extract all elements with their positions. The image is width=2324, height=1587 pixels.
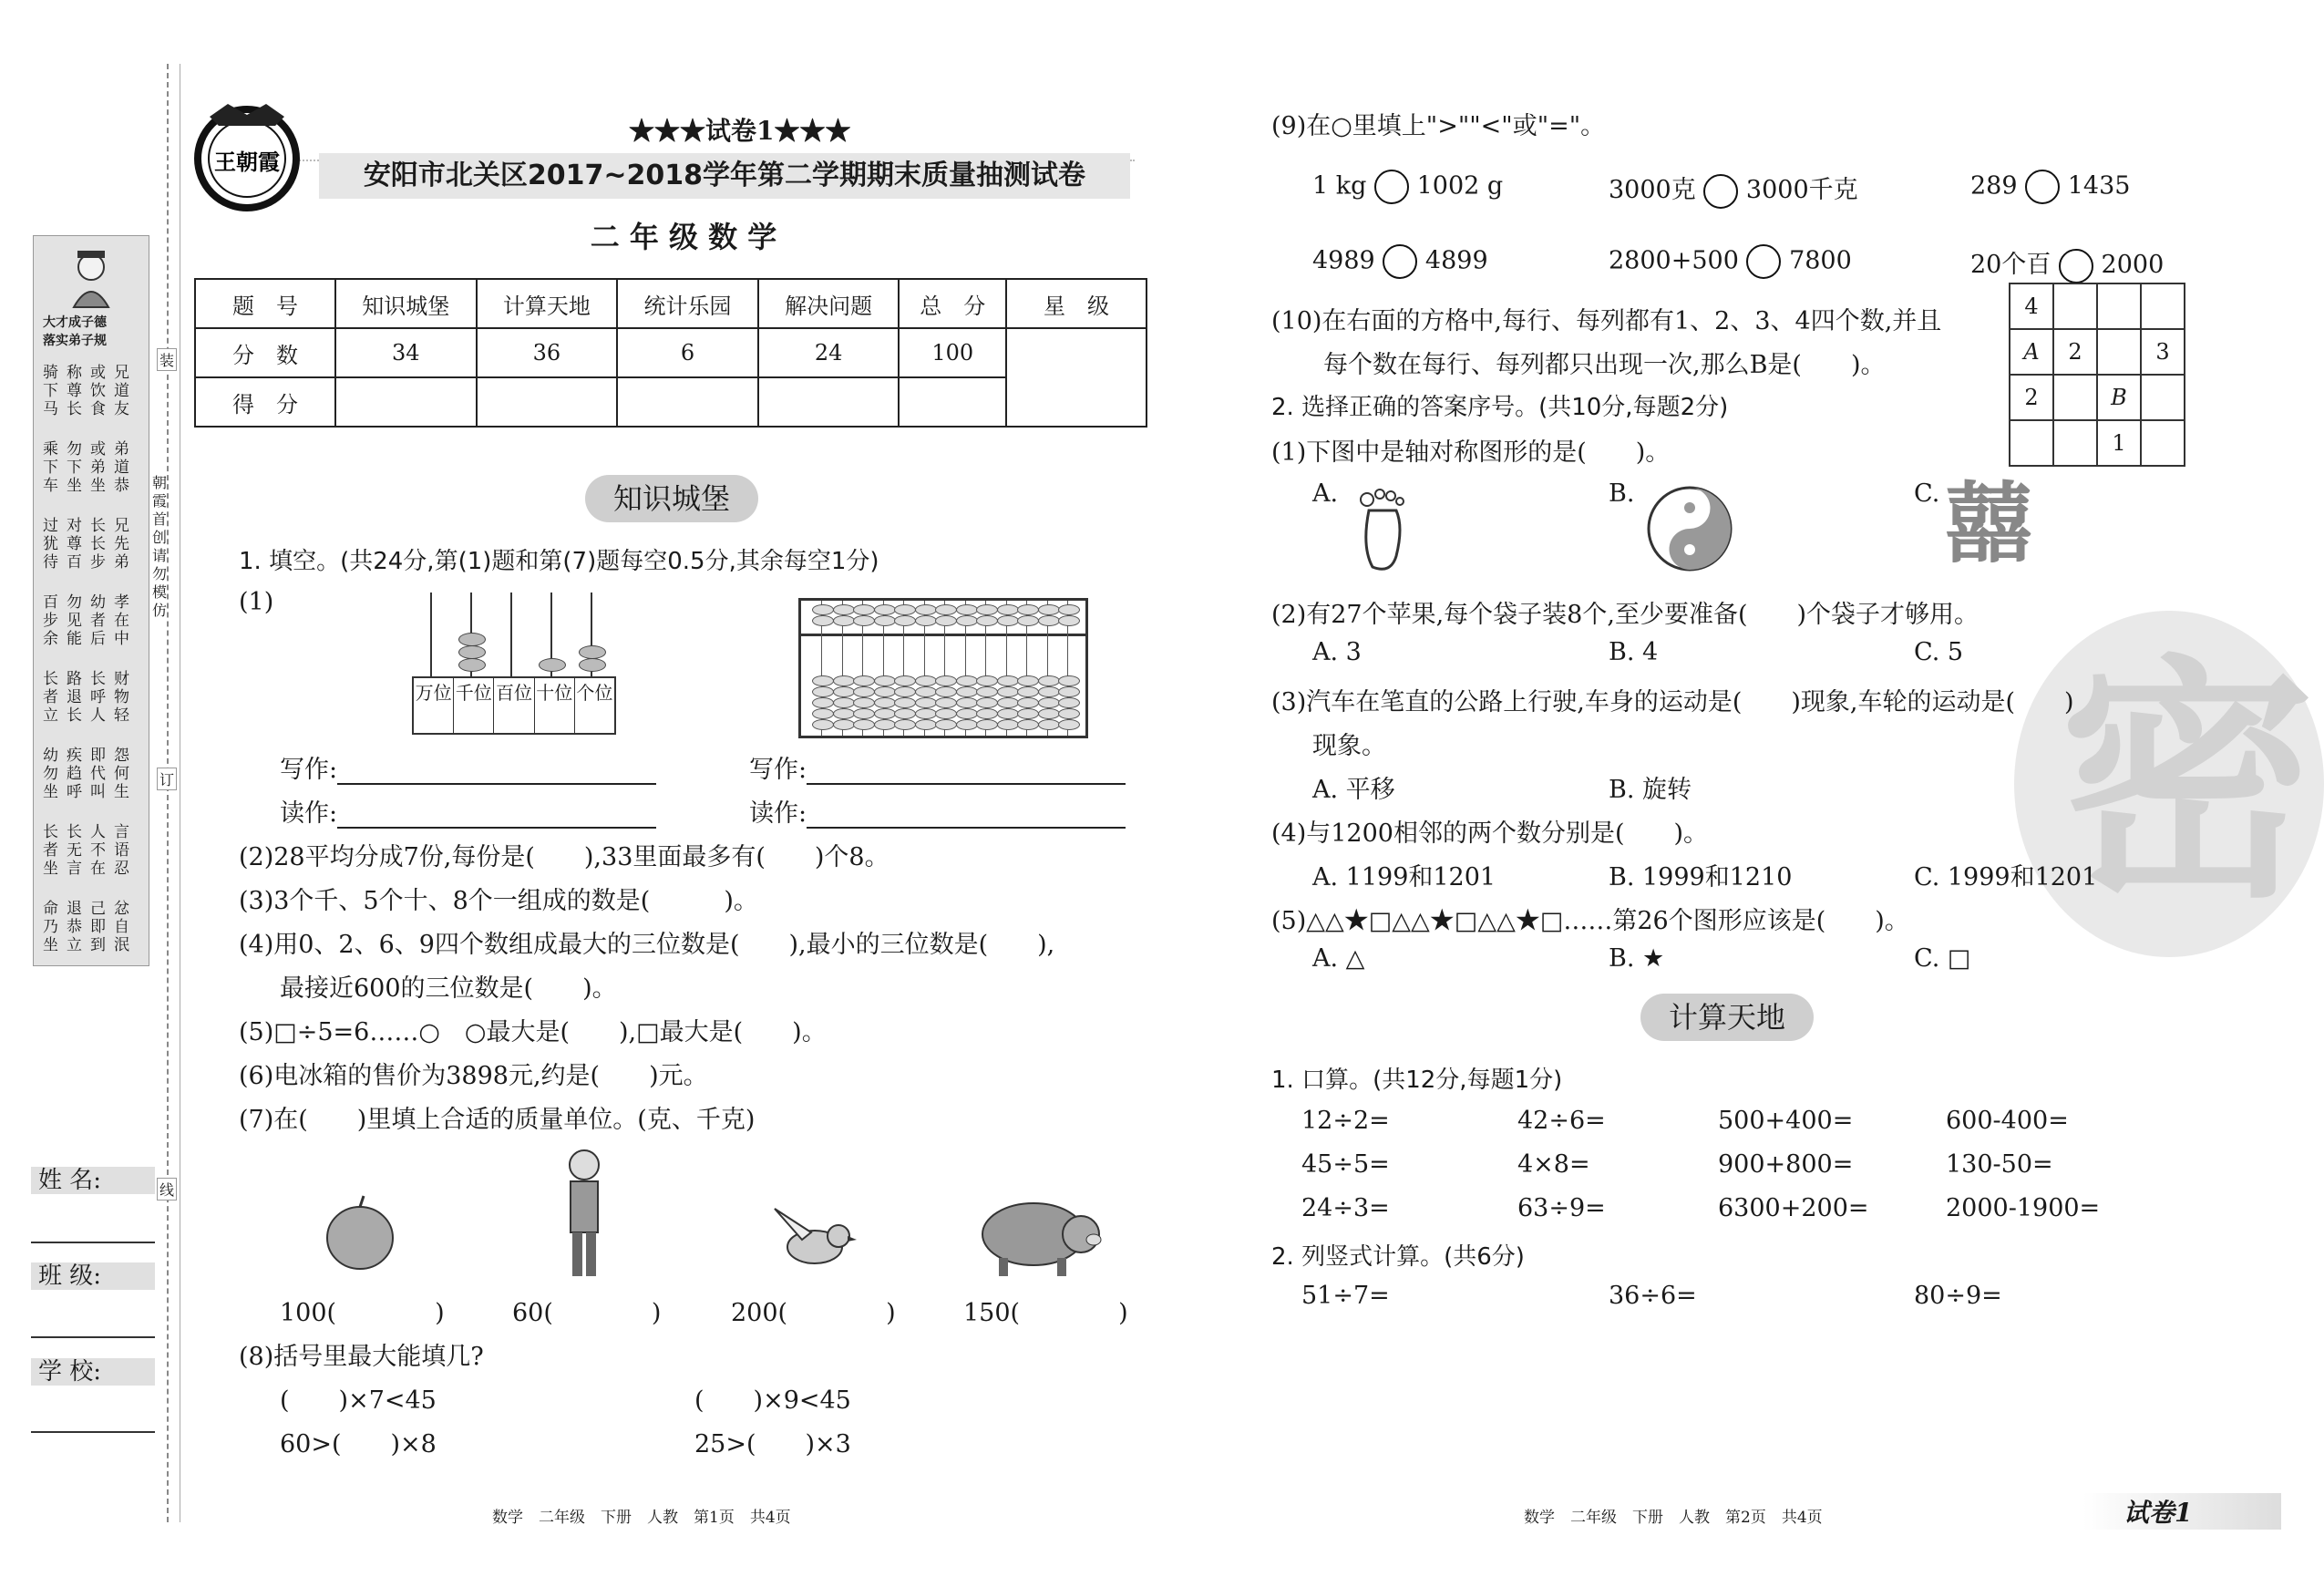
upper-bead <box>956 615 978 626</box>
q2-1: (1)下图中是轴对称图形的是( )。 <box>1271 438 1671 467</box>
q1-5: (5)□÷5=6……○ ○最大是( ),□最大是( )。 <box>239 1018 827 1046</box>
lower-bead <box>853 686 875 697</box>
q1-8-item-2: ( )×9<45 <box>694 1386 851 1415</box>
upper-bead <box>1058 615 1080 626</box>
q1-8-item-1: ( )×7<45 <box>280 1386 437 1415</box>
upper-bead <box>874 615 896 626</box>
lower-bead <box>833 719 855 730</box>
write-label-1: 写作: <box>280 749 656 785</box>
score-cell[interactable] <box>617 377 758 427</box>
lower-bead <box>894 719 916 730</box>
q1-6: (6)电冰箱的售价为3898元,约是( )元。 <box>239 1062 708 1090</box>
calc-item: 500+400= <box>1718 1107 1854 1135</box>
lower-bead <box>1058 675 1080 686</box>
lower-bead <box>894 708 916 719</box>
lower-bead <box>997 708 1019 719</box>
lower-bead <box>833 697 855 708</box>
lower-bead <box>915 697 937 708</box>
poem-column: 弟道恭 <box>114 440 129 495</box>
right-footer: 数学 二年级 下册 人教 第2页 共4页 <box>1524 1509 1823 1527</box>
poem-column: 疾趋呼 <box>67 747 82 801</box>
poem-column: 怨何生 <box>114 747 129 801</box>
header-cell: 题 号 <box>195 279 335 328</box>
upper-bead <box>935 604 957 615</box>
q1-2: (2)28平均分成7份,每份是( ),33里面最多有( )个8。 <box>239 843 889 871</box>
grid-cell <box>2097 283 2141 329</box>
upper-bead <box>997 604 1019 615</box>
poem-column: 过犹待 <box>43 517 58 572</box>
upper-bead <box>894 615 916 626</box>
upper-bead <box>1038 615 1060 626</box>
counting-abacus <box>412 593 612 734</box>
lower-bead <box>935 719 957 730</box>
compare-item: 289 1435 <box>1970 170 2130 204</box>
points-cell: 24 <box>758 328 900 377</box>
lower-bead <box>915 708 937 719</box>
lower-bead <box>956 697 978 708</box>
q1-8-item-3: 60>( )×8 <box>280 1430 437 1458</box>
poem-column: 勿下坐 <box>67 440 82 495</box>
score-cell[interactable] <box>335 377 477 427</box>
lower-bead <box>812 708 834 719</box>
q1-7: (7)在( )里填上合适的质量单位。(克、千克) <box>239 1106 756 1134</box>
poem-column: 勿见能 <box>67 593 82 648</box>
watermark-char: 密 <box>2060 635 2315 933</box>
lower-bead <box>853 697 875 708</box>
calc1-title: 1. 口算。(共12分,每题1分) <box>1271 1067 1563 1094</box>
poem-column: 或饮食 <box>90 364 106 418</box>
lower-bead <box>997 719 1019 730</box>
score-cell[interactable] <box>477 377 618 427</box>
lower-bead <box>935 686 957 697</box>
lower-bead <box>956 719 978 730</box>
motto-line-2: 落实弟子规 <box>43 334 107 348</box>
calc-item: 63÷9= <box>1517 1194 1606 1222</box>
upper-bead <box>874 604 896 615</box>
lower-bead <box>874 697 896 708</box>
calc-item: 6300+200= <box>1718 1194 1869 1222</box>
poem-column: 长者立 <box>43 670 58 725</box>
upper-bead <box>1058 604 1080 615</box>
grid-cell <box>2141 420 2185 466</box>
q2-2-opt-c[interactable]: C. 5 <box>1914 638 1964 666</box>
q9: (9)在○里填上">""<"或"="。 <box>1271 112 1606 140</box>
lower-bead <box>894 686 916 697</box>
lower-bead <box>1058 708 1080 719</box>
q1-1-label: (1) <box>239 588 274 616</box>
q1-7-item-bird: 200( ) <box>731 1299 896 1327</box>
calc-item: 600-400= <box>1946 1107 2069 1135</box>
vertical-calc-item: 80÷9= <box>1914 1282 2002 1310</box>
score-table <box>194 278 1147 428</box>
section-knowledge-castle: 知识城堡 <box>585 475 758 522</box>
calc-item: 42÷6= <box>1517 1107 1606 1135</box>
lower-bead <box>853 708 875 719</box>
q2-4-opt-c[interactable]: C. 1999和1201 <box>1914 863 2098 891</box>
grid-cell: A <box>2010 329 2053 375</box>
lower-bead <box>874 686 896 697</box>
poem-column: 路退长 <box>67 670 82 725</box>
exam-subtitle: 二 年 级 数 学 <box>590 220 777 254</box>
upper-bead <box>976 604 998 615</box>
lower-bead <box>1038 708 1060 719</box>
grid-cell <box>2053 375 2097 420</box>
place-label-qian: 千位 <box>454 678 494 733</box>
pig-image <box>975 1190 1105 1278</box>
binding-mark-1: 装 <box>157 348 177 371</box>
exam-title: 安阳市北关区2017~2018学年第二学期期末质量抽测试卷 <box>319 153 1130 199</box>
upper-bead <box>833 615 855 626</box>
points-cell: 6 <box>617 328 758 377</box>
poem-column: 即代叫 <box>90 747 106 801</box>
points-cell: 34 <box>335 328 477 377</box>
lower-bead <box>833 686 855 697</box>
poem-column: 忿自泯 <box>114 900 129 954</box>
binding-mark-2: 订 <box>157 768 177 790</box>
lower-bead <box>1017 675 1039 686</box>
upper-bead <box>812 615 834 626</box>
place-label-shi: 十位 <box>535 678 575 733</box>
lower-bead <box>1017 697 1039 708</box>
watermark-seal <box>2014 611 2324 957</box>
lower-bead <box>812 719 834 730</box>
q2-1-opt-c[interactable]: C. <box>1914 479 1940 508</box>
lower-bead <box>976 675 998 686</box>
q1-8: (8)括号里最大能填几? <box>239 1343 484 1371</box>
poem-column: 退恭立 <box>67 900 82 954</box>
double-happiness-image: 囍 <box>1945 473 2032 575</box>
lower-bead <box>976 686 998 697</box>
read-label-2: 读作: <box>749 793 1126 829</box>
lower-bead <box>935 697 957 708</box>
place-label-wan: 万位 <box>414 678 454 733</box>
q2-5-opt-c[interactable]: C. □ <box>1914 944 1971 973</box>
q2-3a: (3)汽车在笔直的公路上行驶,车身的运动是( )现象,车轮的运动是( ) <box>1271 688 2074 716</box>
poem-column: 言语忍 <box>114 823 129 878</box>
calc-item: 12÷2= <box>1301 1107 1390 1135</box>
lower-bead <box>997 697 1019 708</box>
star-rating-cell[interactable] <box>1006 328 1147 427</box>
lower-bead <box>1017 719 1039 730</box>
poem-column: 人不在 <box>90 823 106 878</box>
header-cell: 星 级 <box>1006 279 1147 328</box>
poem-column: 命乃坐 <box>43 900 58 954</box>
upper-bead <box>997 615 1019 626</box>
q10a: (10)在右面的方格中,每行、每列都有1、2、3、4四个数,并且 <box>1271 307 1942 335</box>
lower-bead <box>997 686 1019 697</box>
lower-bead <box>935 708 957 719</box>
binding-cut-line <box>167 64 169 1522</box>
q1-4b: 最接近600的三位数是( )。 <box>280 974 617 1003</box>
q1-7-item-man: 60( ) <box>512 1299 662 1327</box>
upper-bead <box>833 604 855 615</box>
score-cell[interactable] <box>758 377 900 427</box>
paper-label: ★★★试卷1★★★ <box>629 116 851 146</box>
name-label: 姓 名: <box>31 1167 155 1194</box>
q2-5: (5)△△★□△△★□△△★□……第26个图形应该是( )。 <box>1271 907 1909 935</box>
upper-bead <box>894 604 916 615</box>
place-label-ge: 个位 <box>576 682 613 704</box>
poem-column: 骑下马 <box>43 364 58 418</box>
lower-bead <box>1038 686 1060 697</box>
compare-circle[interactable] <box>1383 244 1417 279</box>
apple-image <box>324 1194 396 1273</box>
grid-cell <box>2141 375 2185 420</box>
class-label: 班 级: <box>31 1262 155 1290</box>
school-field[interactable] <box>31 1431 155 1433</box>
q2-5-opt-a[interactable]: A. △ <box>1312 944 1365 973</box>
compare-circle[interactable] <box>2059 249 2093 283</box>
upper-bead <box>915 604 937 615</box>
lower-bead <box>853 719 875 730</box>
upper-bead <box>812 604 834 615</box>
binding-mark-3: 线 <box>157 1178 177 1201</box>
score-cell[interactable] <box>899 377 1006 427</box>
compare-circle[interactable] <box>1374 170 1409 204</box>
calc-item: 24÷3= <box>1301 1194 1390 1222</box>
grid-cell: 4 <box>2010 283 2053 329</box>
lower-bead <box>833 708 855 719</box>
compare-item: 1 kg 1002 g <box>1312 170 1503 204</box>
q1-7-item-apple: 100( ) <box>280 1299 445 1327</box>
lower-bead <box>1038 719 1060 730</box>
lower-bead <box>1038 697 1060 708</box>
grid-cell: B <box>2097 375 2141 420</box>
yin-yang-image <box>1646 485 1733 572</box>
margin-note: 朝霞首创 请勿模仿 <box>152 474 182 619</box>
poem-column: 百步余 <box>43 593 58 648</box>
grid-cell: 3 <box>2141 329 2185 375</box>
brand-logo <box>191 98 303 215</box>
upper-bead <box>1017 604 1039 615</box>
compare-item: 2800+500 7800 <box>1609 244 1852 279</box>
header-cell: 知识城堡 <box>335 279 477 328</box>
lower-bead <box>1017 708 1039 719</box>
compare-circle[interactable] <box>2025 170 2060 204</box>
poem-column: 财物轻 <box>114 670 129 725</box>
calc-item: 4×8= <box>1517 1150 1590 1179</box>
lower-bead <box>894 697 916 708</box>
poem-column: 长者坐 <box>43 823 58 878</box>
poem-column: 兄道友 <box>114 364 129 418</box>
school-label: 学 校: <box>31 1358 155 1386</box>
points-cell: 36 <box>477 328 618 377</box>
grid-cell <box>2053 420 2097 466</box>
lower-bead <box>833 675 855 686</box>
upper-bead <box>915 615 937 626</box>
grid-cell <box>2010 420 2053 466</box>
sudoku-grid <box>2009 283 2185 467</box>
scholar-figure-icon <box>65 245 118 309</box>
upper-bead <box>935 615 957 626</box>
grid-cell <box>2053 283 2097 329</box>
lower-bead <box>915 675 937 686</box>
upper-bead <box>853 604 875 615</box>
q2-2: (2)有27个苹果,每个袋子装8个,至少要准备( )个袋子才够用。 <box>1271 601 1980 629</box>
write-label-2: 写作: <box>749 749 1126 785</box>
header-cell: 计算天地 <box>477 279 618 328</box>
calc2-title: 2. 列竖式计算。(共6分) <box>1271 1243 1525 1271</box>
lower-bead <box>1058 697 1080 708</box>
calc-item: 45÷5= <box>1301 1150 1390 1179</box>
vertical-calc-item: 36÷6= <box>1609 1282 1697 1310</box>
poem-column: 称尊长 <box>67 364 82 418</box>
left-footer: 数学 二年级 下册 人教 第1页 共4页 <box>492 1509 791 1527</box>
points-row <box>195 328 1147 377</box>
motto-line-1: 大才成子德 <box>43 315 107 330</box>
poem-column: 孝在中 <box>114 593 129 648</box>
suanpan-abacus <box>798 598 1088 738</box>
q2-3-opt-b[interactable]: B. 旋转 <box>1609 776 1692 804</box>
poem-column: 长无言 <box>67 823 82 878</box>
q1-4a: (4)用0、2、6、9四个数组成最大的三位数是( ),最小的三位数是( ), <box>239 931 1055 959</box>
poem-column: 或弟坐 <box>90 440 106 495</box>
q1-8-item-4: 25>( )×3 <box>694 1430 851 1458</box>
lower-bead <box>915 719 937 730</box>
compare-item: 20个百 2000 <box>1970 244 2164 283</box>
upper-bead <box>976 615 998 626</box>
lower-bead <box>874 719 896 730</box>
points-cell: 100 <box>899 328 1006 377</box>
lower-bead <box>853 675 875 686</box>
lower-bead <box>1017 686 1039 697</box>
q2-1-opt-b[interactable]: B. <box>1609 479 1635 508</box>
q2-4-opt-b[interactable]: B. 1999和1210 <box>1609 863 1793 891</box>
grid-cell: 2 <box>2053 329 2097 375</box>
q1-3: (3)3个千、5个十、8个一组成的数是( )。 <box>239 887 758 915</box>
lower-bead <box>935 675 957 686</box>
read-label-1: 读作: <box>280 793 656 829</box>
lower-bead <box>956 708 978 719</box>
class-field[interactable] <box>31 1336 155 1338</box>
logo-text: 王朝霞 <box>214 149 280 175</box>
q2-3-opt-a[interactable]: A. 平移 <box>1312 776 1395 804</box>
upper-bead <box>853 615 875 626</box>
q1-7-item-pig: 150( ) <box>963 1299 1128 1327</box>
poem-column: 幼勿坐 <box>43 747 58 801</box>
grid-cell: 2 <box>2010 375 2053 420</box>
calc-item: 2000-1900= <box>1946 1194 2101 1222</box>
place-label-bai: 百位 <box>494 678 534 733</box>
lower-bead <box>997 675 1019 686</box>
grid-cell: 1 <box>2097 420 2141 466</box>
poem-column: 幼者后 <box>90 593 106 648</box>
footprint-image <box>1351 483 1414 574</box>
poem-column: 对尊百 <box>67 517 82 572</box>
score-table-header-row <box>195 279 1147 328</box>
row-label: 得 分 <box>195 377 335 427</box>
header-cell: 总 分 <box>899 279 1006 328</box>
lower-bead <box>956 686 978 697</box>
grid-cell <box>2097 329 2141 375</box>
lower-bead <box>1038 675 1060 686</box>
q2-4-opt-a[interactable]: A. 1199和1201 <box>1312 863 1496 891</box>
lower-bead <box>915 686 937 697</box>
q2-1-opt-a[interactable]: A. <box>1312 479 1339 508</box>
lower-bead <box>894 675 916 686</box>
poem-column: 长呼人 <box>90 670 106 725</box>
lower-bead <box>956 675 978 686</box>
q2-2-opt-a[interactable]: A. 3 <box>1312 638 1362 666</box>
lower-bead <box>976 697 998 708</box>
grid-cell <box>2141 283 2185 329</box>
lower-bead <box>812 686 834 697</box>
upper-bead <box>956 604 978 615</box>
q2-title: 2. 选择正确的答案序号。(共10分,每题2分) <box>1271 394 1729 421</box>
poem-column: 长长步 <box>90 517 106 572</box>
lower-bead <box>976 719 998 730</box>
header-cell: 解决问题 <box>758 279 900 328</box>
sidebar-panel <box>33 235 149 966</box>
section-calculation: 计算天地 <box>1640 994 1814 1041</box>
lower-bead <box>1058 719 1080 730</box>
q10b: 每个数在每行、每列都只出现一次,那么B是( )。 <box>1323 351 1886 379</box>
q2-3b: 现象。 <box>1312 732 1386 760</box>
poem-column: 兄先弟 <box>114 517 129 572</box>
q2-4: (4)与1200相邻的两个数分别是( )。 <box>1271 819 1709 848</box>
poem-column: 己即到 <box>90 900 106 954</box>
q2-2-opt-b[interactable]: B. 4 <box>1609 638 1659 666</box>
lower-bead <box>976 708 998 719</box>
lower-bead <box>874 675 896 686</box>
row-label: 分 数 <box>195 328 335 377</box>
man-image <box>554 1145 611 1282</box>
lower-bead <box>812 675 834 686</box>
upper-bead <box>1017 615 1039 626</box>
name-field[interactable] <box>31 1242 155 1243</box>
q2-5-opt-b[interactable]: B. ★ <box>1609 944 1665 973</box>
bird-image <box>766 1203 857 1273</box>
lower-bead <box>1058 686 1080 697</box>
corner-label: 试卷1 <box>2123 1498 2193 1528</box>
calc-item: 900+800= <box>1718 1150 1854 1179</box>
compare-circle[interactable] <box>1746 244 1781 279</box>
header-cell: 统计乐园 <box>617 279 758 328</box>
q1-title: 1. 填空。(共24分,第(1)题和第(7)题每空0.5分,其余每空1分) <box>239 548 879 575</box>
lower-bead <box>812 697 834 708</box>
calc-item: 130-50= <box>1946 1150 2053 1179</box>
score-row <box>195 377 1147 427</box>
compare-circle[interactable] <box>1703 174 1738 209</box>
compare-item: 3000克 3000千克 <box>1609 170 1858 209</box>
lower-bead <box>874 708 896 719</box>
compare-item: 4989 4899 <box>1312 244 1488 279</box>
upper-bead <box>1038 604 1060 615</box>
vertical-calc-item: 51÷7= <box>1301 1282 1390 1310</box>
poem-column: 乘下车 <box>43 440 58 495</box>
